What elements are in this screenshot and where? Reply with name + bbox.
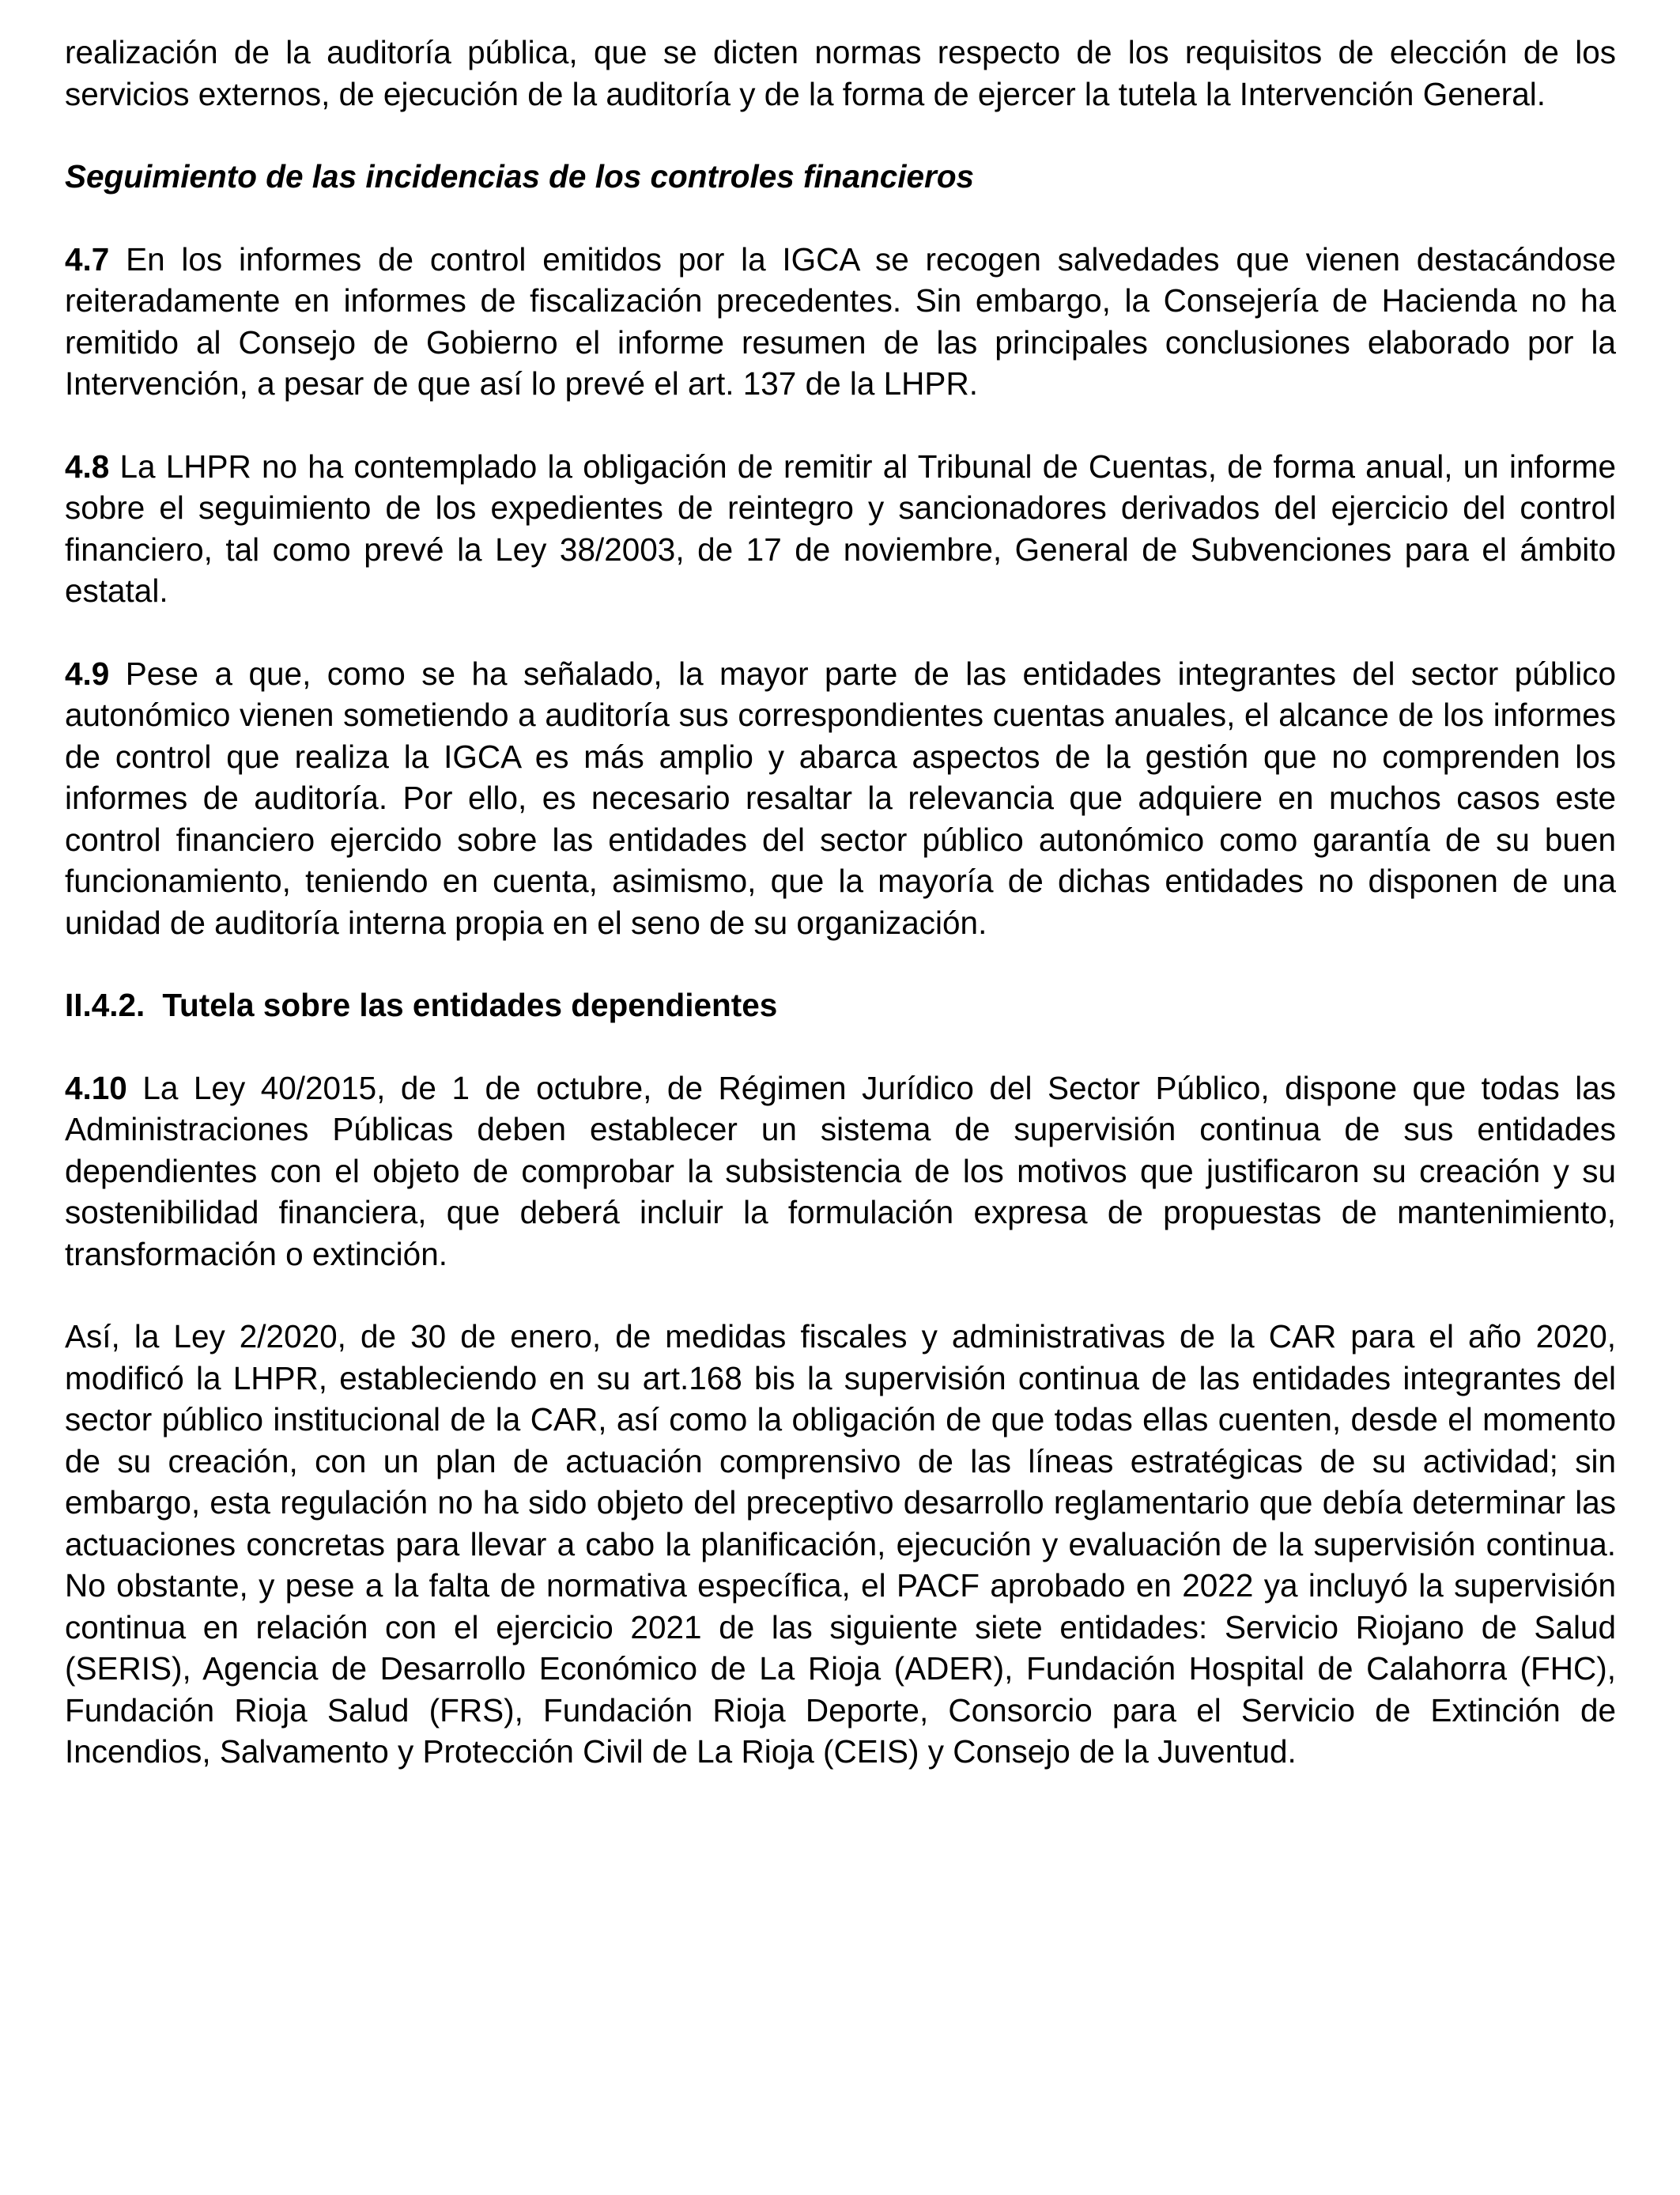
- document-page: [65, 32, 1616, 1814]
- paragraph-text: La LHPR no ha contemplado la obligación de remitir al Tribunal de Cuentas, de forma anual, un informe sobre el seguimiento de los expedientes de reintegro y sancionadores derivados del ejercicio del control financiero, tal como prevé la Ley 38/2003, de 17 de noviembre, General de Subvenciones para el ámbito estatal.: [65, 448, 1616, 609]
- paragraph-text: Pese a que, como se ha señalado, la mayor parte de las entidades integrantes del sector público autonómico vienen sometiendo a auditoría sus correspondientes cuentas anuales, el alcance de los informes de control que realiza la IGCA es más amplio y abarca aspectos de la gestión que no comprenden los informes de auditoría. Por ello, es necesario resaltar la relevancia que adquiere en muchos casos este control financiero ejercido sobre las entidades del sector público autonómico como garantía de su buen funcionamiento, teniendo en cuenta, asimismo, que la mayoría de dichas entidades no disponen de una unidad de auditoría interna propia en el seno de su organización.: [65, 655, 1616, 941]
- paragraph-4-10: [65, 1067, 1616, 1275]
- paragraph-number: 4.7: [65, 240, 110, 278]
- paragraph-number: 4.9: [65, 655, 110, 692]
- final-paragraph: Así, la Ley 2/2020, de 30 de enero, de medidas fiscales y administrativas de la CAR para el año 2020, modificó la LHPR, estableciendo en su art.168 bis la supervisión continua de las entidades integrantes del sector público institucional de la CAR, así como la obligación de que todas ellas cuenten, desde el momento de su creación, con un plan de actuación comprensivo de las líneas estratégicas de su actividad; sin embargo, esta regulación no ha sido objeto del preceptivo desarrollo reglamentario que debía determinar las actuaciones concretas para llevar a cabo la planificación, ejecución y evaluación de la supervisión continua. No obstante, y pese a la falta de normativa específica, el PACF aprobado en 2022 ya incluyó la supervisión continua en relación con el ejercicio 2021 de las siguiente siete entidades: Servicio Riojano de Salud (SERIS), Agencia de Desarrollo Económico de La Rioja (ADER), Fundación Hospital de Calahorra (FHC), Fundación Rioja Salud (FRS), Fundación Rioja Deporte, Consorcio para el Servicio de Extinción de Incendios, Salvamento y Protección Civil de La Rioja (CEIS) y Consejo de la Juventud.: [65, 1318, 1616, 1770]
- paragraph-4-9: [65, 653, 1616, 944]
- paragraph-text: En los informes de control emitidos por la IGCA se recogen salvedades que vienen destacándose reiteradamente en informes de fiscalización precedentes. Sin embargo, la Consejería de Hacienda no ha remitido al Consejo de Gobierno el informe resumen de las principales conclusiones elaborado por la Intervención, a pesar de que así lo prevé el art. 137 de la LHPR.: [65, 240, 1616, 402]
- paragraph-4-8: [65, 446, 1616, 612]
- paragraph-number: 4.10: [65, 1069, 127, 1106]
- intro-paragraph: realización de la auditoría pública, que se dicten normas respecto de los requisitos de elección de los servicios externos, de ejecución de la auditoría y de la forma de ejercer la tutela la Intervención General.: [65, 34, 1616, 112]
- paragraph-text: La Ley 40/2015, de 1 de octubre, de Régimen Jurídico del Sector Público, dispone que todas las Administraciones Públicas deben establecer un sistema de supervisión continua de sus entidades dependientes con el objeto de comprobar la subsistencia de los motivos que justificaron su creación y su sostenibilidad financiera, que deberá incluir la formulación expresa de propuestas de mantenimiento, transformación o extinción.: [65, 1069, 1616, 1272]
- paragraph-4-7: [65, 239, 1616, 405]
- section-heading-ii-4-2: [65, 984, 1616, 1026]
- subheading-seguimiento: Seguimiento de las incidencias de los controles financieros: [65, 158, 975, 195]
- section-title: Tutela sobre las entidades dependientes: [162, 987, 778, 1023]
- paragraph-number: 4.8: [65, 448, 110, 485]
- section-number: II.4.2.: [65, 987, 145, 1023]
